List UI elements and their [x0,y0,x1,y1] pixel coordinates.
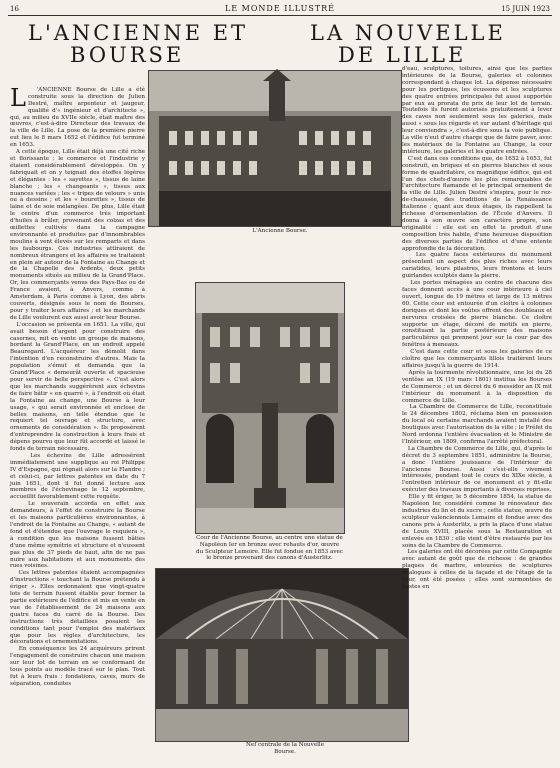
page-number: 16 [10,5,19,13]
drop-cap: L [10,83,26,112]
caption-photo1: L'Ancienne Bourse. [252,228,308,234]
article-text-col1: 'ANCIENNE Bourse de Lille a été construite sous la direction de Julien Destré, maître arpenteur et jaugeur, qualifié d'« ingénieur et d'architecte », qui, au milieu du XVIIe siècle, était maître des œuvres, c'est-à-dire Directeur des travaux de la ville de Lille. La pose de la première pierre eut lieu le 8 mars 1652 et l'édifice fut terminé en 1653. A cette époque, Lille était déjà une cité riche et florissante ; le commerce et l'industrie y étaient considérablement développés. On y fabriquait et on y teignait des étoffes légères et élégantes : les « sayettes », tissus de laine blanche ; les « changeants », tissus aux nuances variées ; les « tripes de velours » unis ou à dessins ; et les « bourettes », tissus de laine et de soie mélangées. De plus, Lille était le centre d'un commerce très important d'huiles à brûler, provenant des colzas et des œillettes cultivés dans la campagne environnante et produites par d'innombrables moulins à vent élevés sur les remparts et dans les faubourgs. Ces industries attiraient de nombreux étrangers et les affaires se traitaient en plein air autour de la Fontaine au Change et de la Chapelle des Ardents, deux petits monuments situés au milieu de la Grand'Place. Or, les commerçants venus des Pays-Bas ou de France avaient, à Anvers, comme à Amsterdam, à Paris comme à Lyon, des abris couverts, désignés sous le nom de Bourses, pour y traiter leurs affaires ; et les marchands de Lille voulurent eux aussi avoir leur Bourse. L'occasion se présenta en 1651. La ville, qui avait besoin d'argent pour construire des casernes, mit en vente un groupe de maisons, bordant la Grand'Place, en un endroit appelé Beauregard. L'acquéreur les démolit dans l'intention d'en reconstruire d'autres. Mais la population s'émut et demanda que la Grand'Place « demeurât ouverte et spacieuse pour servir de belle perspective ». C'est alors que les marchands suggérèrent aux échevins de faire bâtir « en quarré », à l'endroit où était la Fontaine au change, une Bourse à leur usage, « qui serait environnée et enclose de belles maisons, en telle étendue que le requiert tel ouvrage et structure, avec ornements de considération ». Ils proposèrent d'entreprendre la construction à leurs frais et dépens pourvu que leur fût accordé et laissé le fonds de terrain nécessaire. Les échevins de Lille adressèrent immédiatement une supplique au roi Philippe IV d'Espagne, qui régnait alors sur la Flandre ; et celui-ci, par lettres patentes en date du 7 juin 1651, dont il fut donné lecture aux membres de l'échevinage le 12 septembre, accueillit favorablement cette requête. Le souverain accorda en effet aux demandeurs, à l'effet de construire la Bourse et les maisons particulières environnantes, à l'endroit de la Fontaine au Change, « autant de fond et d'étendue que l'ouvrage le requiera », à condition que les maisons fussent bâties d'une même symétrie et structure et n'eussent pas plus de 37 pieds de haut, afin de ne pas nuire aux habitations et aux monuments des rues voisines. Ces lettres patentes étaient accompagnées d'instructions « touchant la Bourse prétendu à ériger ». Elles ordonnaient que vingt-quatre lots de terrain fussent établis pour former la partie extérieure de l'édifice et mis en vente en vue de l'établissement de 24 maisons aux quatre faces du carré de la Bourse. Des instructions très détaillées posaient les conditions tant pour l'emploi des matériaux que pour les règles d'architecture, les décorations et ornementations. En conséquence les 24 acquéreurs prirent l'engagement de construire chacun une maison sur leur lot de terrain en se conformant de tous points au modèle tracé sur le plan. Tout fut à leurs frais : fondations, caves, murs de séparation, conduites [10,86,145,687]
issue-date: 15 JUIN 1923 [501,5,550,13]
caption-photo3: Nef centrale de la Nouvelle Bourse. [245,742,326,755]
headline-right-2: DE LILLE [338,43,467,67]
caption-photo2: Cour de l'Ancienne Bourse, au centre une statue de Napoléon Ier en bronze avec rehauts d'or, œuvre du Sculpteur Lemoire. Elle fut fondue en 1853 avec le bronze provenant des canons d'Austerlitz. [196,535,345,562]
article-column-3: d'eau, sculptures, toitures, ainsi que les parties intérieures de la Bourse, galeries et colonnes correspondant à chaque lot. La dépense nécessaire pour les portiques, les écussons et les sculptures des quatre entrées principales fut aussi supportée par eux au prorata du prix de leur lot de terrain. Toutefois ils furent autorisés gratuitement à lever des caves non seulement sous les galeries, mais aussi « sous les régards et sur autant d'héritage qui leur conviendra », c'est-à-dire sous la voie publique. La ville n'eut d'autre charge que de faire paver, avec les matériaux de la Fontaine au Change, la cour intérieure, les galeries et les quatre entrées. C'est dans ces conditions que, de 1652 à 1653, fut construit, en briques et en pierres blanches et sous forme de quadrilatère, ce magnifique édifice, qui est l'un des chefs-d'œuvre les plus remarquables de l'architecture flamande et le principal ornement de la ville de Lille. Julien Destré s'inspira, pour le rez-de-chaussée, des traditions de la Renaissance italienne ; quant aux deux étages, ils rappellent la richesse d'ornementation de l'École d'Anvers. Il donna à son œuvre son caractère propre, son originalité : elle est en effet le produit d'une composition très habile, d'une heureuse disposition des diverses parties de l'édifice et d'une entente approfondie de la décoration. Les quatre faces extérieures du monument présentent un aspect des plus riches avec leurs cariatides, leurs pilastres, leurs frontons et leurs guirlandes sculptés dans la pierre. Les portes ménagées au centre de chacune des faces donnent accès à une cour intérieure à ciel ouvert, longue de 19 mètres et large de 13 mètres 60. Cette cour est entourée d'un cloître à colonnes doriques et dont les voûtes offrent des doubleaux et nervures croisées de pierre blanche. Ce cloître supporte un étage, décoré de motifs en pierre, constituant la partie postérieure des maisons particulières qui prennent jour sur la cour par des fenêtres à meneaux. C'est dans cette cour et sous les galeries de ce cloître que les commerçants lillois traitèrent leurs affaires jusqu'à la guerre de 1914. Après la tourmente révolutionnaire, une loi du 28 ventôse an IX (19 mars 1801) institua les Bourses de Commerce ; et un décret du 6 messidor an IX mit l'intérieur du monument à la disposition du commerce de Lille. La Chambre de Commerce de Lille, reconstituée le 24 décembre 1802, réclama bien en possession du local où certains marchands avaient installé des boutiques avec l'autorisation de la ville ; le Préfet du Nord ordonna l'entière évacuation et le Ministre de l'Intérieur, en 1809, confirma l'arrêté préfectoral. La Chambre de Commerce de Lille, qui, d'après le décret du 3 septembre 1851, administre la Bourse, a donc l'entière jouissance de l'intérieur de l'ancienne Bourse. Aussi s'est-elle vivement intéressée, pendant tout le cours du XIXe siècle, à l'entretien intérieur de ce monument et y fit-elle exécuter des travaux importants à diverses reprises. Elle y fit ériger, le 5 décembre 1854, la statue de Napoléon Ier, considéré comme le rénovateur des industries du lin et du sucre ; cette statue, œuvre du sculpteur valenciennois Lemaire et fondue avec des canons pris à Austerlitz, a pris la place d'une statue de Louis XVIII, placée sous la Restauration et enlevée en 1830 ; elle vient d'être restaurée par les soins de la Chambre de Commerce. Les galeries ont été décorées par cette Compagnie avec autant de goût que de richesse : de grandes plaques de marbre, entourées de sculptures analogues à celles de la façade et de l'étage de la cour, ont été posées ; elles sont surmontées de bustes en [402,66,552,590]
photo-ancienne-bourse [148,70,402,227]
journal-title: LE MONDE ILLUSTRÉ [224,4,335,13]
photo-nef-nouvelle-bourse [155,568,409,742]
header-rule [8,15,552,16]
headline-left-2: BOURSE [70,43,185,67]
article-column-1 [10,80,145,760]
headline-left-1: L'ANCIENNE ET [28,21,249,45]
headline-right-1: LA NOUVELLE [310,21,506,45]
photo-cour-ancienne-bourse [195,282,345,534]
